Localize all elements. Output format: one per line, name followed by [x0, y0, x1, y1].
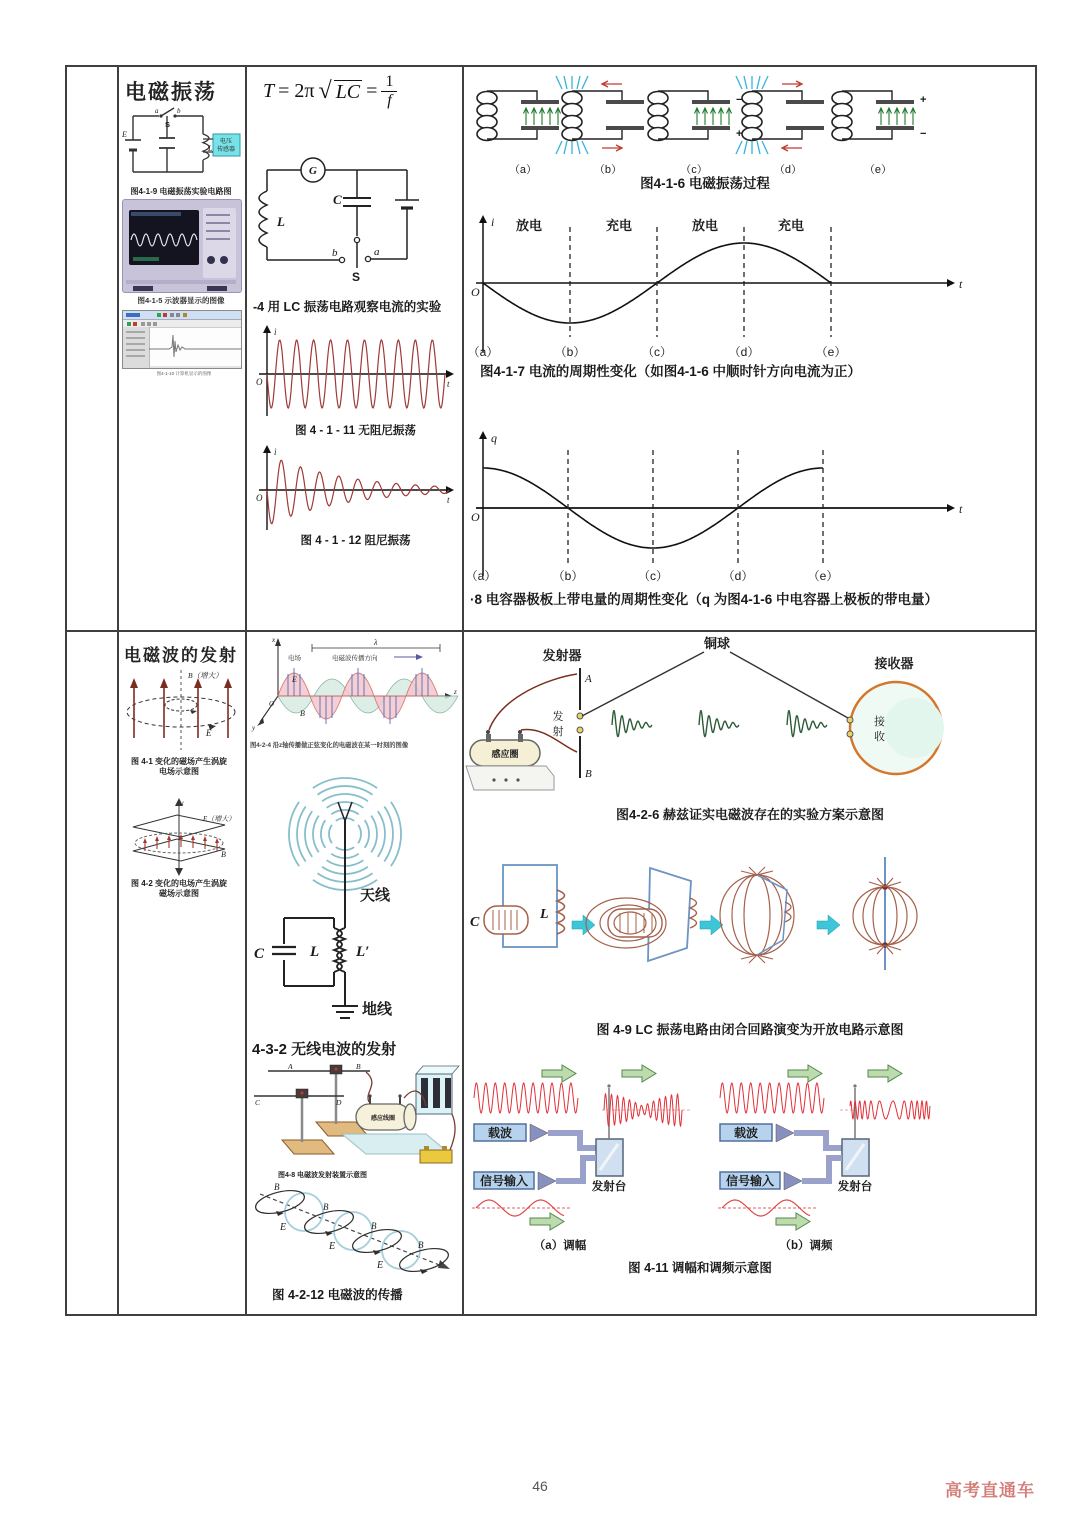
figure-undamped: [253, 324, 458, 420]
lc-stage-cell: [832, 91, 926, 176]
label-copper-balls: 铜球: [703, 636, 731, 651]
software-titlebar: [123, 311, 241, 320]
label-B: B: [274, 1182, 280, 1192]
figure-experiment-circuit: [121, 104, 243, 186]
axis-q: q: [491, 431, 497, 445]
flow-arrow: [868, 1065, 902, 1082]
axis-O: O: [256, 493, 263, 503]
formula-denominator: f: [387, 92, 392, 109]
formula-numerator: 1: [381, 74, 397, 92]
flow-arrow: [776, 1213, 810, 1230]
axis-t: t: [959, 502, 963, 516]
label-B-increasing: B（增大）: [188, 671, 223, 680]
label-a: a: [374, 246, 380, 258]
formula-eq2: =: [366, 80, 378, 102]
label-voltage-sensor-2: 传感器: [216, 147, 236, 153]
label-D: D: [336, 1098, 342, 1107]
label-emit-1: 发: [552, 711, 564, 723]
axis-O: O: [471, 285, 480, 299]
label-L: L: [208, 144, 213, 153]
axis-i: i: [274, 447, 277, 457]
caption-fig4110: 图4-1-10 计算机显示的图像: [156, 371, 212, 376]
caption-fig4112: 图 4 - 1 - 12 阻尼振荡: [300, 535, 411, 547]
label-lambda: λ: [374, 638, 378, 647]
formula-T: T: [263, 80, 275, 102]
figure-lc-circuit: [255, 146, 455, 296]
label-C: C: [470, 915, 480, 930]
label-direction: 电磁波传播方向: [332, 655, 378, 662]
oscilloscope-screen: [129, 210, 199, 265]
chart-current-vs-time: [468, 212, 1028, 364]
label-voltage-sensor-1: 电压: [219, 139, 233, 145]
svg-text:（e）: （e）: [863, 164, 893, 176]
caption-fig4212: 图 4-2-12 电磁波的传播: [272, 1288, 403, 1302]
flow-arrow: [788, 1065, 822, 1082]
label-E: E: [329, 1241, 336, 1252]
caption-fig426: 图4-2-6 赫兹证实电磁波存在的实验方案示意图: [616, 807, 884, 822]
svg-text:+: +: [920, 94, 927, 106]
label-i: i: [182, 801, 184, 807]
label-b: b: [332, 247, 338, 259]
label-am: （a）调幅: [533, 1240, 587, 1252]
mark: （d）: [728, 345, 760, 359]
radical-sign: √: [318, 78, 332, 104]
label-station: 发射台: [591, 1181, 627, 1193]
figure-vortex-efield: [120, 666, 242, 754]
label-B: B: [323, 1202, 329, 1212]
caption-fig418: ·8 电容器极板上带电量的周期性变化（q 为图4-1-6 中电容器上极板的带电量）: [470, 592, 939, 607]
label-galvanometer: G: [309, 165, 317, 177]
caption-fig41-line2: 电场示意图: [159, 767, 199, 776]
label-receive-2: 收: [874, 731, 885, 743]
label-b: b: [177, 107, 181, 115]
axis-O: O: [269, 700, 275, 708]
caption-fig417: 图4-1-7 电流的周期性变化（如图4-1-6 中顺时针方向电流为正）: [480, 364, 862, 379]
axis-z: z: [454, 688, 457, 696]
figure-emission-apparatus: [252, 1062, 460, 1168]
caption-fig416: 图4-1-6 电磁振荡过程: [640, 176, 770, 191]
axis-i: i: [491, 215, 495, 229]
label-S: S: [165, 120, 171, 129]
oscilloscope-knob: [207, 256, 215, 264]
label-efield: 电场: [288, 655, 301, 662]
label-C: C: [254, 946, 265, 962]
svg-text:（a）: （a）: [508, 164, 538, 176]
label-fm: （b）调频: [779, 1240, 833, 1252]
caption-fig419: 图4-1-9 电磁振荡实验电路图: [130, 187, 232, 196]
figure-vortex-bfield: [117, 797, 243, 877]
figure-em-wave: [248, 634, 460, 738]
flow-arrow: [542, 1065, 576, 1082]
label-A: A: [288, 1062, 293, 1071]
radio-waves: [289, 802, 332, 866]
figure-antenna: [248, 750, 460, 1042]
label-E: E: [292, 675, 297, 684]
mark: （c）: [641, 345, 673, 359]
figure-wave-propagation: [252, 1182, 460, 1284]
section-title-emission: 电磁波的发射: [124, 646, 238, 665]
figure-lc-evolution: [462, 842, 1032, 1010]
mark: （b）: [554, 345, 586, 359]
axis-t: t: [959, 277, 963, 291]
radio-waves: [358, 802, 401, 866]
label-B: B: [221, 850, 226, 859]
chart-charge-vs-time: [465, 428, 1028, 584]
mark: （e）: [807, 569, 839, 583]
axis-O: O: [256, 377, 263, 387]
axis-t: t: [447, 495, 450, 505]
mark: （d）: [722, 569, 754, 583]
axis-y: y: [252, 724, 256, 732]
label-signal: 信号输入: [479, 1174, 529, 1188]
caption-fig48: 图4-8 电磁波发射装置示意图: [278, 1172, 368, 1179]
label-E-increasing: E（增大）: [203, 815, 236, 823]
label-carrier: 载波: [487, 1126, 513, 1140]
label-ground: 地线: [362, 1001, 393, 1018]
label-transmitter: 发射器: [542, 648, 582, 663]
oscilloscope-knob: [220, 256, 228, 264]
caption-fig411: 图 4-11 调幅和调频示意图: [628, 1261, 772, 1275]
label-receive-1: 接: [874, 716, 885, 728]
radio-waves: [313, 778, 377, 821]
label-E: E: [122, 130, 127, 139]
label-A: A: [585, 673, 592, 685]
label-carrier: 载波: [733, 1126, 759, 1140]
lc-stage-cell: [556, 76, 644, 176]
label-C: C: [333, 192, 342, 207]
software-sidebar: [123, 327, 150, 368]
svg-text:（c）: （c）: [680, 164, 708, 176]
pipe-arrow: [776, 1124, 794, 1142]
figure-oscillation-stages: [468, 76, 980, 178]
label-induction-coil: 感应线圈: [370, 1116, 396, 1122]
label-antenna: 天线: [360, 887, 391, 904]
caption-fig4111: 图 4 - 1 - 11 无阻尼振荡: [295, 425, 416, 437]
mark: （a）: [465, 569, 497, 583]
formula-eq1: = 2π: [278, 80, 315, 102]
label-B: B: [300, 709, 305, 718]
label-E: E: [377, 1260, 384, 1271]
axis-O: O: [471, 510, 480, 524]
table-column-divider: [117, 67, 119, 1314]
caption-fig41-line1: 图 4-1 变化的磁场产生涡旋: [130, 757, 227, 766]
svg-text:（b）: （b）: [593, 164, 623, 176]
label-S: S: [352, 270, 361, 284]
caption-fig415: 图4-1-5 示波器显示的图像: [137, 296, 225, 305]
label-E: E: [280, 1222, 287, 1233]
formula-period: [263, 74, 397, 109]
heading-radio-emission: 4-3-2 无线电波的发射: [252, 1041, 397, 1058]
caption-fig42-line1: 图 4-2 变化的电场产生涡旋: [130, 879, 227, 888]
table-column-divider: [245, 67, 247, 1314]
pipe-arrow: [530, 1124, 548, 1142]
mark: （b）: [552, 569, 584, 583]
software-screenshot: [122, 310, 242, 369]
caption-fig49: 图 4-9 LC 振荡电路由闭合回路演变为开放电路示意图: [596, 1022, 904, 1037]
label-a: a: [155, 107, 159, 115]
oscilloscope-photo: [122, 199, 242, 293]
arrow-stage-1: [572, 915, 595, 935]
svg-text:−: −: [736, 94, 743, 106]
formula-radicand: LC: [335, 80, 361, 103]
page-number: 46: [532, 1478, 548, 1494]
axis-x: x: [272, 636, 276, 644]
field-loops: [720, 875, 794, 955]
pipe-arrow: [784, 1172, 802, 1190]
section-title-oscillation: 电磁振荡: [125, 81, 217, 104]
software-plot: [149, 327, 241, 368]
label-B: B: [371, 1221, 377, 1231]
label-C: C: [255, 1098, 261, 1107]
lc-stage-cell: [477, 91, 571, 176]
label-emit-2: 射: [552, 726, 564, 738]
phase-label: 充电: [606, 218, 633, 233]
flow-arrow: [622, 1065, 656, 1082]
lc-stage-cell: [736, 76, 824, 176]
figure-hertz-experiment: [462, 630, 1032, 806]
label-station: 发射台: [837, 1181, 873, 1193]
label-L: L: [540, 907, 549, 922]
figure-damped: [253, 444, 458, 532]
phase-label: 放电: [516, 218, 543, 233]
label-E: E: [206, 728, 212, 738]
pipe-arrow: [538, 1172, 556, 1190]
svg-text:+: +: [736, 128, 743, 140]
label-B: B: [356, 1062, 361, 1071]
label-L: L: [277, 214, 285, 229]
label-B: B: [418, 1240, 424, 1250]
axis-t: t: [447, 379, 450, 389]
label-L-prime: L′: [356, 944, 370, 960]
svg-text:−: −: [920, 128, 927, 140]
label-signal: 信号输入: [725, 1174, 775, 1188]
phase-label: 放电: [692, 218, 719, 233]
watermark: 高考直通车: [945, 1481, 1035, 1500]
flow-arrow: [530, 1213, 564, 1230]
caption-fig424: 图4-2-4 沿z轴传播做正弦变化的电磁波在某一时刻的图像: [250, 742, 409, 749]
mark: （c）: [637, 569, 669, 583]
caption-lc-experiment: -4 用 LC 振荡电路观察电流的实验: [253, 300, 442, 314]
arrow-stage-3: [817, 915, 840, 935]
mark: （a）: [467, 345, 499, 359]
label-receiver: 接收器: [874, 656, 914, 671]
caption-fig42-line2: 磁场示意图: [159, 889, 199, 898]
label-induction-coil: 感应圈: [491, 749, 519, 759]
label-B: B: [585, 768, 592, 780]
phase-label: 充电: [778, 218, 805, 233]
label-L: L: [310, 944, 320, 960]
mark: （e）: [815, 345, 847, 359]
oscilloscope-panel: [203, 208, 236, 278]
axis-i: i: [274, 327, 277, 337]
lc-stage-cell: [648, 91, 742, 176]
svg-text:（d）: （d）: [773, 164, 803, 176]
figure-modulation: [462, 1058, 1032, 1262]
